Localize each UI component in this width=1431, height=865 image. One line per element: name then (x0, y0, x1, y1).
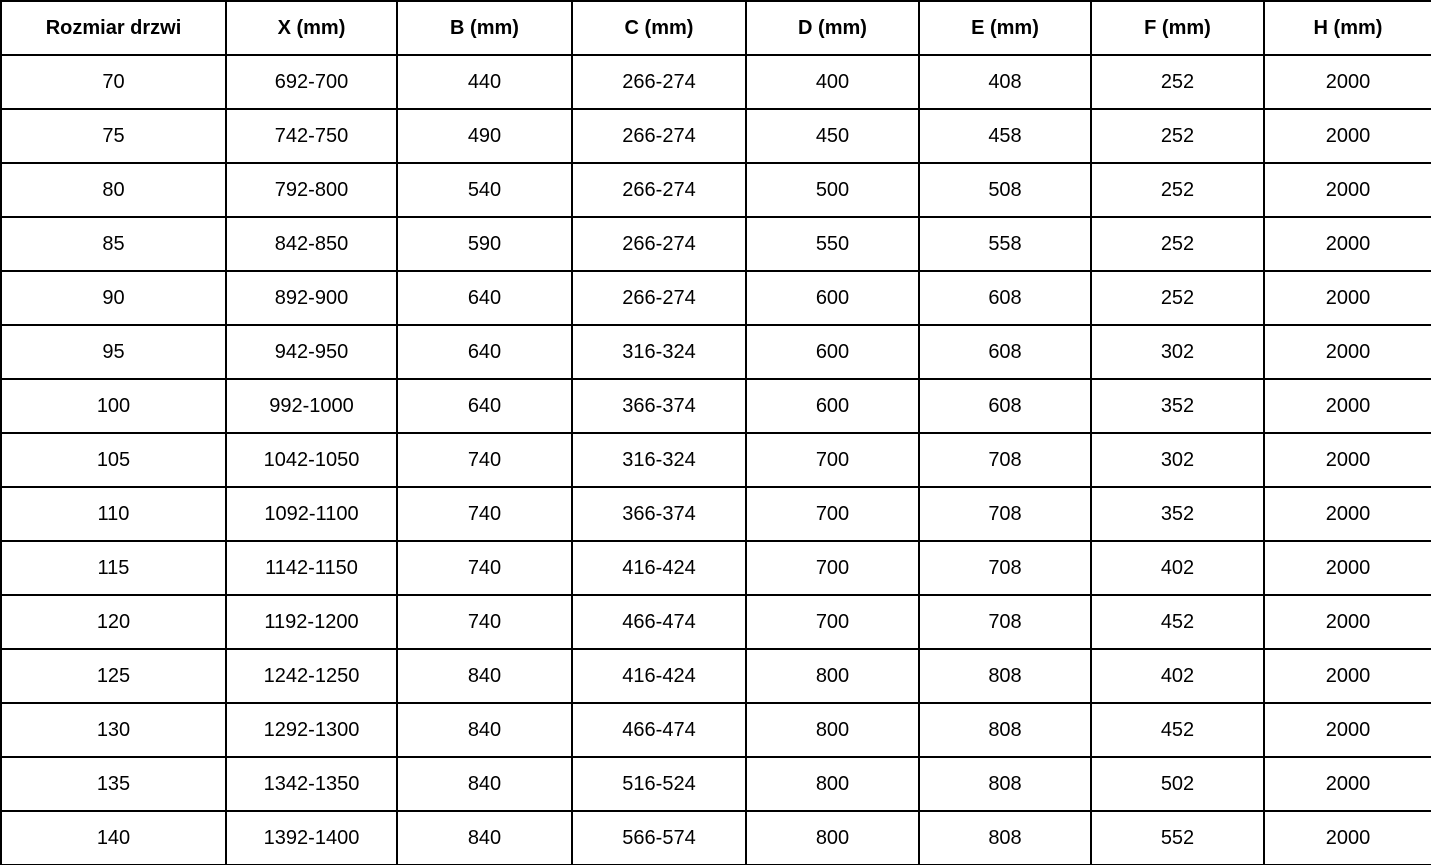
table-cell: 115 (1, 541, 226, 595)
table-cell: 502 (1091, 757, 1264, 811)
table-cell: 416-424 (572, 649, 746, 703)
table-row (1, 163, 1431, 217)
table-cell: 2000 (1264, 217, 1431, 271)
table-cell: 808 (919, 649, 1091, 703)
column-header-0: Rozmiar drzwi (1, 1, 226, 55)
table-cell: 708 (919, 541, 1091, 595)
table-row (1, 703, 1431, 757)
table-cell: 840 (397, 757, 572, 811)
table-cell: 992-1000 (226, 379, 397, 433)
table-cell: 402 (1091, 649, 1264, 703)
table-cell: 252 (1091, 217, 1264, 271)
table-cell: 458 (919, 109, 1091, 163)
table-cell: 840 (397, 649, 572, 703)
table-cell: 840 (397, 703, 572, 757)
table-row (1, 757, 1431, 811)
table-cell: 408 (919, 55, 1091, 109)
table-row (1, 649, 1431, 703)
table-cell: 608 (919, 325, 1091, 379)
table-cell: 2000 (1264, 757, 1431, 811)
table-cell: 808 (919, 757, 1091, 811)
table-cell: 466-474 (572, 595, 746, 649)
table-cell: 708 (919, 487, 1091, 541)
table-row (1, 325, 1431, 379)
table-cell: 840 (397, 811, 572, 865)
table-cell: 808 (919, 811, 1091, 865)
table-cell: 266-274 (572, 163, 746, 217)
table-cell: 740 (397, 595, 572, 649)
table-cell: 2000 (1264, 379, 1431, 433)
column-header-7: H (mm) (1264, 1, 1431, 55)
table-cell: 742-750 (226, 109, 397, 163)
table-row (1, 433, 1431, 487)
table-cell: 1042-1050 (226, 433, 397, 487)
table-cell: 640 (397, 271, 572, 325)
table-cell: 252 (1091, 109, 1264, 163)
table-cell: 708 (919, 595, 1091, 649)
table-cell: 75 (1, 109, 226, 163)
table-cell: 2000 (1264, 271, 1431, 325)
table-cell: 892-900 (226, 271, 397, 325)
table-cell: 700 (746, 433, 919, 487)
table-cell: 2000 (1264, 487, 1431, 541)
table-cell: 2000 (1264, 109, 1431, 163)
table-cell: 302 (1091, 433, 1264, 487)
table-cell: 490 (397, 109, 572, 163)
table-cell: 792-800 (226, 163, 397, 217)
table-cell: 252 (1091, 163, 1264, 217)
table-cell: 550 (746, 217, 919, 271)
table-cell: 80 (1, 163, 226, 217)
table-cell: 1142-1150 (226, 541, 397, 595)
table-cell: 800 (746, 811, 919, 865)
table-cell: 640 (397, 325, 572, 379)
table-cell: 2000 (1264, 325, 1431, 379)
table-body (1, 55, 1431, 865)
table-cell: 808 (919, 703, 1091, 757)
table-cell: 1242-1250 (226, 649, 397, 703)
table-cell: 800 (746, 649, 919, 703)
table-cell: 1342-1350 (226, 757, 397, 811)
table-cell: 740 (397, 487, 572, 541)
table-row (1, 217, 1431, 271)
table-cell: 266-274 (572, 271, 746, 325)
table-cell: 842-850 (226, 217, 397, 271)
table-cell: 508 (919, 163, 1091, 217)
table-cell: 266-274 (572, 109, 746, 163)
table-cell: 130 (1, 703, 226, 757)
table-cell: 352 (1091, 487, 1264, 541)
table-cell: 125 (1, 649, 226, 703)
table-cell: 2000 (1264, 595, 1431, 649)
table-cell: 1392-1400 (226, 811, 397, 865)
table-cell: 140 (1, 811, 226, 865)
column-header-3: C (mm) (572, 1, 746, 55)
table-cell: 452 (1091, 703, 1264, 757)
table-cell: 608 (919, 271, 1091, 325)
table-cell: 800 (746, 703, 919, 757)
table-cell: 700 (746, 487, 919, 541)
table-cell: 600 (746, 271, 919, 325)
table-cell: 252 (1091, 55, 1264, 109)
column-header-5: E (mm) (919, 1, 1091, 55)
column-header-4: D (mm) (746, 1, 919, 55)
column-header-2: B (mm) (397, 1, 572, 55)
table-cell: 2000 (1264, 433, 1431, 487)
column-header-6: F (mm) (1091, 1, 1264, 55)
table-cell: 608 (919, 379, 1091, 433)
table-cell: 70 (1, 55, 226, 109)
table-cell: 2000 (1264, 811, 1431, 865)
table-cell: 400 (746, 55, 919, 109)
table-cell: 440 (397, 55, 572, 109)
table-cell: 590 (397, 217, 572, 271)
table-row (1, 487, 1431, 541)
table-cell: 95 (1, 325, 226, 379)
table-cell: 366-374 (572, 487, 746, 541)
table-cell: 2000 (1264, 649, 1431, 703)
table-cell: 2000 (1264, 163, 1431, 217)
table-cell: 740 (397, 433, 572, 487)
table-cell: 366-374 (572, 379, 746, 433)
table-cell: 266-274 (572, 55, 746, 109)
table-row (1, 271, 1431, 325)
table-header-row (1, 1, 1431, 55)
table-cell: 600 (746, 325, 919, 379)
table-cell: 942-950 (226, 325, 397, 379)
table-cell: 110 (1, 487, 226, 541)
table-cell: 316-324 (572, 325, 746, 379)
table-cell: 316-324 (572, 433, 746, 487)
table-cell: 700 (746, 541, 919, 595)
table-cell: 302 (1091, 325, 1264, 379)
table-cell: 516-524 (572, 757, 746, 811)
table-row (1, 811, 1431, 865)
table-cell: 450 (746, 109, 919, 163)
table-cell: 120 (1, 595, 226, 649)
table-cell: 740 (397, 541, 572, 595)
table-cell: 252 (1091, 271, 1264, 325)
table-row (1, 595, 1431, 649)
table-cell: 1092-1100 (226, 487, 397, 541)
table-cell: 452 (1091, 595, 1264, 649)
table-cell: 135 (1, 757, 226, 811)
table-cell: 700 (746, 595, 919, 649)
table-cell: 800 (746, 757, 919, 811)
table-cell: 466-474 (572, 703, 746, 757)
table-cell: 540 (397, 163, 572, 217)
table-cell: 266-274 (572, 217, 746, 271)
table-cell: 90 (1, 271, 226, 325)
table-cell: 402 (1091, 541, 1264, 595)
table-cell: 352 (1091, 379, 1264, 433)
table-cell: 2000 (1264, 55, 1431, 109)
table-cell: 2000 (1264, 541, 1431, 595)
table-row (1, 541, 1431, 595)
table-row (1, 109, 1431, 163)
table-cell: 1192-1200 (226, 595, 397, 649)
table-cell: 640 (397, 379, 572, 433)
table-cell: 1292-1300 (226, 703, 397, 757)
table-cell: 558 (919, 217, 1091, 271)
table-cell: 416-424 (572, 541, 746, 595)
table-row (1, 379, 1431, 433)
table-cell: 566-574 (572, 811, 746, 865)
table-cell: 85 (1, 217, 226, 271)
table-cell: 100 (1, 379, 226, 433)
column-header-1: X (mm) (226, 1, 397, 55)
table-cell: 692-700 (226, 55, 397, 109)
table-cell: 105 (1, 433, 226, 487)
table-cell: 552 (1091, 811, 1264, 865)
table-cell: 500 (746, 163, 919, 217)
table-cell: 600 (746, 379, 919, 433)
table-row (1, 55, 1431, 109)
table-cell: 708 (919, 433, 1091, 487)
table-cell: 2000 (1264, 703, 1431, 757)
